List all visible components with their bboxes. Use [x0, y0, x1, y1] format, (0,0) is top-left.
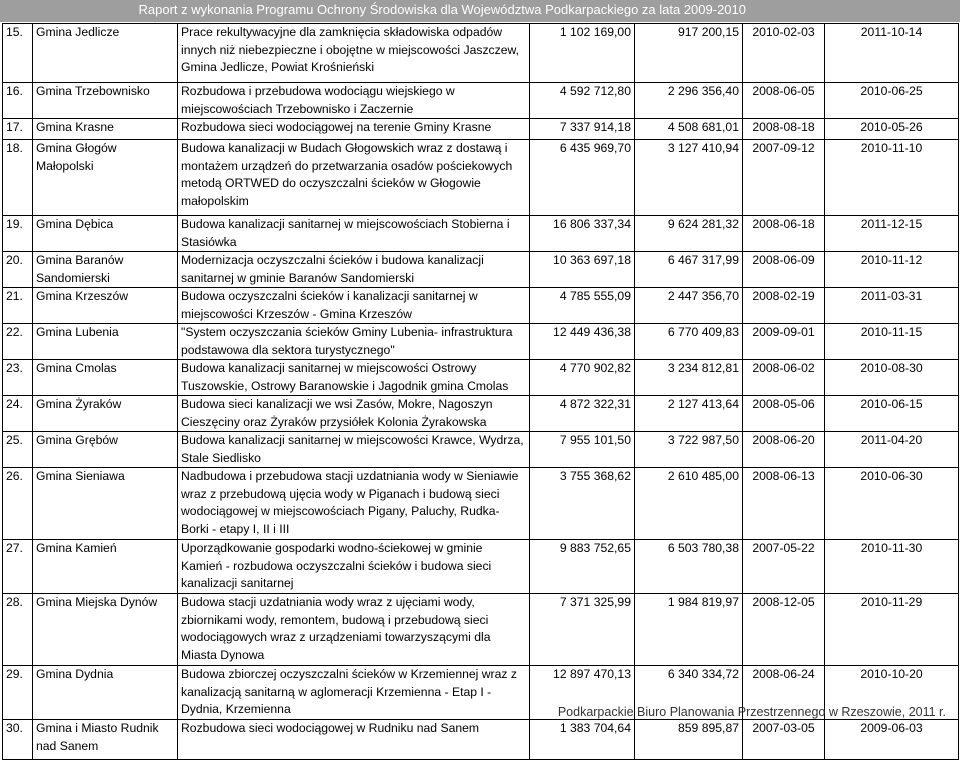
total-value: 16 806 337,34 — [530, 216, 635, 252]
cofinancing-value: 6 340 334,72 — [635, 666, 743, 720]
total-value: 1 102 169,00 — [530, 24, 635, 83]
end-date: 2010-11-10 — [825, 140, 959, 216]
project-description: Budowa oczyszczalni ścieków i kanalizacji sanitarnej w miejscowości Krzeszów - Gmina Krzeszów — [178, 288, 530, 324]
row-number: 28. — [3, 594, 33, 666]
table-row — [3, 252, 959, 288]
row-number: 19. — [3, 216, 33, 252]
start-date: 2008-08-18 — [743, 119, 825, 140]
municipality-name: Gmina i Miasto Rudnik nad Sanem — [33, 720, 178, 760]
total-value: 10 363 697,18 — [530, 252, 635, 288]
start-date: 2007-03-05 — [743, 720, 825, 760]
cofinancing-value: 3 722 987,50 — [635, 432, 743, 468]
end-date: 2010-06-25 — [825, 83, 959, 119]
row-number: 18. — [3, 140, 33, 216]
cofinancing-value: 2 127 413,64 — [635, 396, 743, 432]
table-row — [3, 83, 959, 119]
row-number: 27. — [3, 540, 33, 594]
total-value: 3 755 368,62 — [530, 468, 635, 540]
municipality-name: Gmina Lubenia — [33, 324, 178, 360]
cofinancing-value: 4 508 681,01 — [635, 119, 743, 140]
cofinancing-value: 2 296 356,40 — [635, 83, 743, 119]
end-date: 2009-06-03 — [825, 720, 959, 760]
project-description: Nadbudowa i przebudowa stacji uzdatniania wody w Sieniawie wraz z przebudową ujęcia wody w Piganach i budową sieci wodociągowej w miejscowościach Pigany, Paluchy, Rudka-Borki - etapy I, II i III — [178, 468, 530, 540]
table-row — [3, 216, 959, 252]
start-date: 2008-12-05 — [743, 594, 825, 666]
end-date: 2011-12-15 — [825, 216, 959, 252]
project-description: Uporządkowanie gospodarki wodno-ściekowej w gminie Kamień - rozbudowa oczyszczalni ścieków i budowa sieci kanalizacji sanitarnej — [178, 540, 530, 594]
end-date: 2011-10-14 — [825, 24, 959, 83]
row-number: 26. — [3, 468, 33, 540]
end-date: 2010-11-12 — [825, 252, 959, 288]
project-description: Budowa kanalizacji w Budach Głogowskich wraz z dostawą i montażem urządzeń do przetwarzania osadów pościekowych metodą ORTWED do oczyszczalni ścieków w Głogowie małopolskim — [178, 140, 530, 216]
municipality-name: Gmina Baranów Sandomierski — [33, 252, 178, 288]
start-date: 2008-06-05 — [743, 83, 825, 119]
municipality-name: Gmina Jedlicze — [33, 24, 178, 83]
row-number: 30. — [3, 720, 33, 760]
cofinancing-value: 3 127 410,94 — [635, 140, 743, 216]
row-number: 15. — [3, 24, 33, 83]
end-date: 2010-05-26 — [825, 119, 959, 140]
start-date: 2008-06-09 — [743, 252, 825, 288]
municipality-name: Gmina Krasne — [33, 119, 178, 140]
start-date: 2007-09-12 — [743, 140, 825, 216]
project-description: Modernizacja oczyszczalni ścieków i budowa kanalizacji sanitarnej w gminie Baranów Sandomierski — [178, 252, 530, 288]
municipality-name: Gmina Cmolas — [33, 360, 178, 396]
municipality-name: Gmina Żyraków — [33, 396, 178, 432]
table-row — [3, 324, 959, 360]
start-date: 2008-05-06 — [743, 396, 825, 432]
start-date: 2010-02-03 — [743, 24, 825, 83]
project-description: Rozbudowa sieci wodociągowej w Rudniku nad Sanem — [178, 720, 530, 760]
end-date: 2010-06-15 — [825, 396, 959, 432]
total-value: 7 337 914,18 — [530, 119, 635, 140]
total-value: 4 872 322,31 — [530, 396, 635, 432]
start-date: 2008-06-02 — [743, 360, 825, 396]
end-date: 2011-03-31 — [825, 288, 959, 324]
total-value: 6 435 969,70 — [530, 140, 635, 216]
project-description: Budowa kanalizacji sanitarnej w miejscowości Ostrowy Tuszowskie, Ostrowy Baranowskie i Jagodnik gmina Cmolas — [178, 360, 530, 396]
end-date: 2010-11-30 — [825, 540, 959, 594]
municipality-name: Gmina Grębów — [33, 432, 178, 468]
cofinancing-value: 859 895,87 — [635, 720, 743, 760]
end-date: 2010-11-29 — [825, 594, 959, 666]
end-date: 2011-04-20 — [825, 432, 959, 468]
project-description: "System oczyszczania ścieków Gminy Lubenia- infrastruktura podstawowa dla sektora turystycznego" — [178, 324, 530, 360]
municipality-name: Gmina Głogów Małopolski — [33, 140, 178, 216]
table-row — [3, 140, 959, 216]
total-value: 9 883 752,65 — [530, 540, 635, 594]
table-row — [3, 396, 959, 432]
total-value: 1 383 704,64 — [530, 720, 635, 760]
project-description: Budowa zbiorczej oczyszczalni ścieków w Krzemiennej wraz z kanalizacją sanitarną w aglomeracji Krzemienna - Etap I - Dydnia, Krzemienna — [178, 666, 530, 720]
page-footer: Podkarpackie Biuro Planowania Przestrzennego w Rzeszowie, 2011 r. — [557, 705, 946, 719]
project-description: Budowa kanalizacji sanitarnej w miejscowości Krawce, Wydrza, Stale Siedlisko — [178, 432, 530, 468]
total-value: 4 592 712,80 — [530, 83, 635, 119]
start-date: 2008-02-19 — [743, 288, 825, 324]
project-description: Rozbudowa i przebudowa wodociągu wiejskiego w miejscowościach Trzebownisko i Zaczernie — [178, 83, 530, 119]
cofinancing-value: 1 984 819,97 — [635, 594, 743, 666]
project-description: Prace rekultywacyjne dla zamknięcia składowiska odpadów innych niż niebezpieczne i obojętne w miejscowości Jaszczew, Gmina Jedlicze, Powiat Krośnieński — [178, 24, 530, 83]
start-date: 2009-09-01 — [743, 324, 825, 360]
page-header-title: Raport z wykonania Programu Ochrony Środowiska dla Województwa Podkarpackiego za lata 2009-2010 — [138, 2, 746, 17]
table-row — [3, 468, 959, 540]
table-row — [3, 119, 959, 140]
row-number: 29. — [3, 666, 33, 720]
row-number: 21. — [3, 288, 33, 324]
total-value: 4 785 555,09 — [530, 288, 635, 324]
project-description: Budowa stacji uzdatniania wody wraz z ujęciami wody, zbiornikami wody, remontem, budową i przebudową sieci wodociągowych wraz z urządzeniami towarzyszącymi dla Miasta Dynowa — [178, 594, 530, 666]
total-value: 7 371 325,99 — [530, 594, 635, 666]
project-description: Rozbudowa sieci wodociągowej na terenie Gminy Krasne — [178, 119, 530, 140]
table-row — [3, 288, 959, 324]
end-date: 2010-10-20 — [825, 666, 959, 720]
cofinancing-value: 2 447 356,70 — [635, 288, 743, 324]
total-value: 12 449 436,38 — [530, 324, 635, 360]
total-value: 7 955 101,50 — [530, 432, 635, 468]
start-date: 2008-06-13 — [743, 468, 825, 540]
start-date: 2007-05-22 — [743, 540, 825, 594]
row-number: 20. — [3, 252, 33, 288]
cofinancing-value: 6 467 317,99 — [635, 252, 743, 288]
page-header-band — [0, 0, 960, 22]
row-number: 16. — [3, 83, 33, 119]
row-number: 22. — [3, 324, 33, 360]
project-description: Budowa sieci kanalizacji we wsi Zasów, Mokre, Nagoszyn Cieszęciny oraz Żyraków przysiółek Kolonia Żyrakowska — [178, 396, 530, 432]
project-description: Budowa kanalizacji sanitarnej w miejscowościach Stobierna i Stasiówka — [178, 216, 530, 252]
total-value: 12 897 470,13 — [530, 666, 635, 720]
end-date: 2010-11-15 — [825, 324, 959, 360]
table-row — [3, 594, 959, 666]
table-row — [3, 24, 959, 83]
cofinancing-value: 2 610 485,00 — [635, 468, 743, 540]
municipality-name: Gmina Miejska Dynów — [33, 594, 178, 666]
row-number: 17. — [3, 119, 33, 140]
cofinancing-value: 917 200,15 — [635, 24, 743, 83]
start-date: 2008-06-24 — [743, 666, 825, 720]
end-date: 2010-06-30 — [825, 468, 959, 540]
cofinancing-value: 9 624 281,32 — [635, 216, 743, 252]
table-row — [3, 360, 959, 396]
row-number: 24. — [3, 396, 33, 432]
row-number: 23. — [3, 360, 33, 396]
municipality-name: Gmina Kamień — [33, 540, 178, 594]
row-number: 25. — [3, 432, 33, 468]
cofinancing-value: 3 234 812,81 — [635, 360, 743, 396]
municipality-name: Gmina Sieniawa — [33, 468, 178, 540]
table-row — [3, 432, 959, 468]
total-value: 4 770 902,82 — [530, 360, 635, 396]
start-date: 2008-06-20 — [743, 432, 825, 468]
cofinancing-value: 6 770 409,83 — [635, 324, 743, 360]
municipality-name: Gmina Krzeszów — [33, 288, 178, 324]
end-date: 2010-08-30 — [825, 360, 959, 396]
cofinancing-value: 6 503 780,38 — [635, 540, 743, 594]
start-date: 2008-06-18 — [743, 216, 825, 252]
municipality-name: Gmina Dydnia — [33, 666, 178, 720]
table-row — [3, 720, 959, 760]
municipality-name: Gmina Dębica — [33, 216, 178, 252]
table-body — [3, 24, 959, 760]
municipality-name: Gmina Trzebownisko — [33, 83, 178, 119]
projects-table — [2, 23, 959, 760]
table-row — [3, 540, 959, 594]
